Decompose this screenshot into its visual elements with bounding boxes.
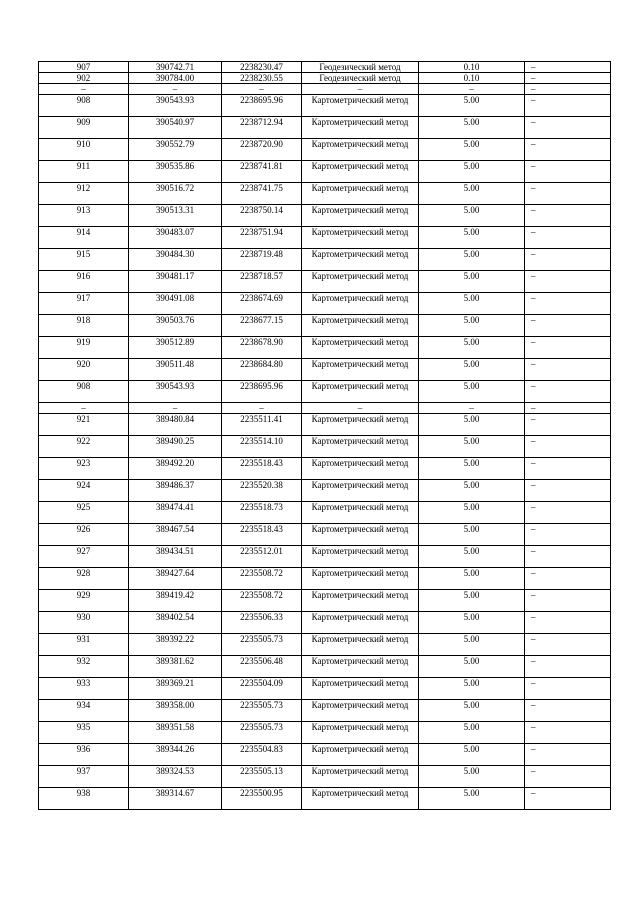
y-coordinate-cell: 2238718.57 xyxy=(222,271,302,293)
point-number-cell: 907 xyxy=(39,62,129,73)
table-row xyxy=(39,117,611,139)
point-number-cell: 923 xyxy=(39,458,129,480)
point-number-cell: 908 xyxy=(39,95,129,117)
method-cell: Геодезический метод xyxy=(302,73,419,84)
method-cell: Картометрический метод xyxy=(302,722,419,744)
description-cell: – xyxy=(525,656,611,678)
accuracy-cell: 5.00 xyxy=(419,337,525,359)
description-cell: – xyxy=(525,205,611,227)
method-cell: Картометрический метод xyxy=(302,381,419,403)
point-number-cell: 917 xyxy=(39,293,129,315)
table-row xyxy=(39,590,611,612)
x-coordinate-cell: 390543.93 xyxy=(129,95,222,117)
method-cell: Картометрический метод xyxy=(302,634,419,656)
x-coordinate-cell: – xyxy=(129,403,222,414)
y-coordinate-cell: 2238674.69 xyxy=(222,293,302,315)
table-row xyxy=(39,161,611,183)
description-cell: – xyxy=(525,590,611,612)
table-row xyxy=(39,656,611,678)
accuracy-cell: 5.00 xyxy=(419,205,525,227)
y-coordinate-cell: 2235512.01 xyxy=(222,546,302,568)
point-number-cell: 912 xyxy=(39,183,129,205)
y-coordinate-cell: 2235505.13 xyxy=(222,766,302,788)
description-cell: – xyxy=(525,337,611,359)
point-number-cell: 930 xyxy=(39,612,129,634)
point-number-cell: 918 xyxy=(39,315,129,337)
description-cell: – xyxy=(525,458,611,480)
y-coordinate-cell: 2238741.81 xyxy=(222,161,302,183)
y-coordinate-cell: 2235508.72 xyxy=(222,568,302,590)
y-coordinate-cell: 2235505.73 xyxy=(222,700,302,722)
method-cell: Картометрический метод xyxy=(302,161,419,183)
x-coordinate-cell: 389434.51 xyxy=(129,546,222,568)
accuracy-cell: 5.00 xyxy=(419,227,525,249)
y-coordinate-cell: – xyxy=(222,84,302,95)
table-row xyxy=(39,700,611,722)
y-coordinate-cell: 2238712.94 xyxy=(222,117,302,139)
y-coordinate-cell: 2235508.72 xyxy=(222,590,302,612)
point-number-cell: – xyxy=(39,84,129,95)
method-cell: Картометрический метод xyxy=(302,590,419,612)
accuracy-cell: 5.00 xyxy=(419,95,525,117)
method-cell: Картометрический метод xyxy=(302,524,419,546)
table-row xyxy=(39,458,611,480)
accuracy-cell: – xyxy=(419,84,525,95)
table-row xyxy=(39,612,611,634)
description-cell: – xyxy=(525,766,611,788)
method-cell: Картометрический метод xyxy=(302,271,419,293)
point-number-cell: 921 xyxy=(39,414,129,436)
y-coordinate-cell: 2235518.73 xyxy=(222,502,302,524)
x-coordinate-cell: 390784.00 xyxy=(129,73,222,84)
y-coordinate-cell: 2235500.95 xyxy=(222,788,302,810)
point-number-cell: 910 xyxy=(39,139,129,161)
x-coordinate-cell: 390491.08 xyxy=(129,293,222,315)
accuracy-cell: 5.00 xyxy=(419,788,525,810)
coordinates-table-body xyxy=(39,62,611,810)
description-cell: – xyxy=(525,227,611,249)
method-cell: – xyxy=(302,403,419,414)
accuracy-cell: 5.00 xyxy=(419,271,525,293)
x-coordinate-cell: 389402.54 xyxy=(129,612,222,634)
x-coordinate-cell: 390481.17 xyxy=(129,271,222,293)
accuracy-cell: 5.00 xyxy=(419,117,525,139)
table-row xyxy=(39,766,611,788)
accuracy-cell: 5.00 xyxy=(419,249,525,271)
description-cell: – xyxy=(525,73,611,84)
x-coordinate-cell: 389492.20 xyxy=(129,458,222,480)
method-cell: Картометрический метод xyxy=(302,788,419,810)
method-cell: Картометрический метод xyxy=(302,678,419,700)
method-cell: Картометрический метод xyxy=(302,458,419,480)
table-row xyxy=(39,62,611,73)
method-cell: – xyxy=(302,84,419,95)
description-cell: – xyxy=(525,95,611,117)
point-number-cell: 915 xyxy=(39,249,129,271)
accuracy-cell: 5.00 xyxy=(419,436,525,458)
x-coordinate-cell: 389480.84 xyxy=(129,414,222,436)
y-coordinate-cell: 2238695.96 xyxy=(222,381,302,403)
description-cell: – xyxy=(525,524,611,546)
x-coordinate-cell: 389490.25 xyxy=(129,436,222,458)
table-row xyxy=(39,73,611,84)
description-cell: – xyxy=(525,62,611,73)
accuracy-cell: 5.00 xyxy=(419,546,525,568)
table-row xyxy=(39,359,611,381)
description-cell: – xyxy=(525,414,611,436)
point-number-cell: 928 xyxy=(39,568,129,590)
accuracy-cell: 0.10 xyxy=(419,62,525,73)
method-cell: Картометрический метод xyxy=(302,480,419,502)
x-coordinate-cell: 389419.42 xyxy=(129,590,222,612)
point-number-cell: 902 xyxy=(39,73,129,84)
x-coordinate-cell: 390483.07 xyxy=(129,227,222,249)
method-cell: Картометрический метод xyxy=(302,436,419,458)
table-row xyxy=(39,634,611,656)
table-row xyxy=(39,403,611,414)
y-coordinate-cell: 2235504.09 xyxy=(222,678,302,700)
accuracy-cell: 5.00 xyxy=(419,458,525,480)
method-cell: Картометрический метод xyxy=(302,315,419,337)
table-row xyxy=(39,84,611,95)
accuracy-cell: 5.00 xyxy=(419,414,525,436)
point-number-cell: 926 xyxy=(39,524,129,546)
description-cell: – xyxy=(525,359,611,381)
description-cell: – xyxy=(525,480,611,502)
accuracy-cell: 5.00 xyxy=(419,766,525,788)
accuracy-cell: 5.00 xyxy=(419,700,525,722)
table-row xyxy=(39,502,611,524)
y-coordinate-cell: 2235511.41 xyxy=(222,414,302,436)
y-coordinate-cell: 2235514.10 xyxy=(222,436,302,458)
table-row xyxy=(39,678,611,700)
description-cell: – xyxy=(525,183,611,205)
point-number-cell: 938 xyxy=(39,788,129,810)
x-coordinate-cell: 389486.37 xyxy=(129,480,222,502)
point-number-cell: 929 xyxy=(39,590,129,612)
x-coordinate-cell: 390512.89 xyxy=(129,337,222,359)
accuracy-cell: 5.00 xyxy=(419,590,525,612)
accuracy-cell: 5.00 xyxy=(419,656,525,678)
method-cell: Картометрический метод xyxy=(302,700,419,722)
point-number-cell: 908 xyxy=(39,381,129,403)
y-coordinate-cell: 2235504.83 xyxy=(222,744,302,766)
y-coordinate-cell: 2235506.33 xyxy=(222,612,302,634)
y-coordinate-cell: 2235518.43 xyxy=(222,524,302,546)
point-number-cell: 933 xyxy=(39,678,129,700)
description-cell: – xyxy=(525,249,611,271)
description-cell: – xyxy=(525,436,611,458)
accuracy-cell: 5.00 xyxy=(419,161,525,183)
y-coordinate-cell: 2235506.48 xyxy=(222,656,302,678)
point-number-cell: 937 xyxy=(39,766,129,788)
description-cell: – xyxy=(525,700,611,722)
point-number-cell: 931 xyxy=(39,634,129,656)
x-coordinate-cell: 389351.58 xyxy=(129,722,222,744)
accuracy-cell: 5.00 xyxy=(419,183,525,205)
description-cell: – xyxy=(525,117,611,139)
x-coordinate-cell: 389427.64 xyxy=(129,568,222,590)
y-coordinate-cell: 2238720.90 xyxy=(222,139,302,161)
table-row xyxy=(39,271,611,293)
point-number-cell: 909 xyxy=(39,117,129,139)
x-coordinate-cell: 389392.22 xyxy=(129,634,222,656)
y-coordinate-cell: 2238719.48 xyxy=(222,249,302,271)
method-cell: Картометрический метод xyxy=(302,139,419,161)
table-row xyxy=(39,293,611,315)
point-number-cell: 936 xyxy=(39,744,129,766)
y-coordinate-cell: 2238677.15 xyxy=(222,315,302,337)
table-row xyxy=(39,183,611,205)
description-cell: – xyxy=(525,678,611,700)
description-cell: – xyxy=(525,568,611,590)
x-coordinate-cell: 389474.41 xyxy=(129,502,222,524)
accuracy-cell: 5.00 xyxy=(419,634,525,656)
accuracy-cell: 5.00 xyxy=(419,139,525,161)
description-cell: – xyxy=(525,293,611,315)
table-row xyxy=(39,436,611,458)
accuracy-cell: 5.00 xyxy=(419,480,525,502)
method-cell: Картометрический метод xyxy=(302,227,419,249)
method-cell: Картометрический метод xyxy=(302,766,419,788)
table-row xyxy=(39,227,611,249)
point-number-cell: 927 xyxy=(39,546,129,568)
point-number-cell: 919 xyxy=(39,337,129,359)
method-cell: Картометрический метод xyxy=(302,546,419,568)
x-coordinate-cell: – xyxy=(129,84,222,95)
accuracy-cell: 5.00 xyxy=(419,568,525,590)
point-number-cell: 913 xyxy=(39,205,129,227)
point-number-cell: 922 xyxy=(39,436,129,458)
table-row xyxy=(39,744,611,766)
table-row xyxy=(39,315,611,337)
y-coordinate-cell: – xyxy=(222,403,302,414)
x-coordinate-cell: 389358.00 xyxy=(129,700,222,722)
x-coordinate-cell: 390535.86 xyxy=(129,161,222,183)
x-coordinate-cell: 389324.53 xyxy=(129,766,222,788)
point-number-cell: 924 xyxy=(39,480,129,502)
accuracy-cell: 0.10 xyxy=(419,73,525,84)
method-cell: Картометрический метод xyxy=(302,117,419,139)
method-cell: Картометрический метод xyxy=(302,502,419,524)
x-coordinate-cell: 390484.30 xyxy=(129,249,222,271)
x-coordinate-cell: 390511.48 xyxy=(129,359,222,381)
description-cell: – xyxy=(525,271,611,293)
coordinates-table xyxy=(38,61,611,810)
description-cell: – xyxy=(525,788,611,810)
table-row xyxy=(39,95,611,117)
y-coordinate-cell: 2235518.43 xyxy=(222,458,302,480)
description-cell: – xyxy=(525,634,611,656)
x-coordinate-cell: 389369.21 xyxy=(129,678,222,700)
x-coordinate-cell: 390503.76 xyxy=(129,315,222,337)
description-cell: – xyxy=(525,381,611,403)
x-coordinate-cell: 389381.62 xyxy=(129,656,222,678)
y-coordinate-cell: 2235505.73 xyxy=(222,634,302,656)
y-coordinate-cell: 2238695.96 xyxy=(222,95,302,117)
point-number-cell: 935 xyxy=(39,722,129,744)
method-cell: Картометрический метод xyxy=(302,95,419,117)
accuracy-cell: 5.00 xyxy=(419,722,525,744)
x-coordinate-cell: 390543.93 xyxy=(129,381,222,403)
accuracy-cell: 5.00 xyxy=(419,678,525,700)
table-row xyxy=(39,381,611,403)
y-coordinate-cell: 2238750.14 xyxy=(222,205,302,227)
table-row xyxy=(39,568,611,590)
method-cell: Картометрический метод xyxy=(302,656,419,678)
accuracy-cell: 5.00 xyxy=(419,293,525,315)
method-cell: Картометрический метод xyxy=(302,205,419,227)
method-cell: Картометрический метод xyxy=(302,568,419,590)
point-number-cell: 911 xyxy=(39,161,129,183)
accuracy-cell: 5.00 xyxy=(419,612,525,634)
method-cell: Картометрический метод xyxy=(302,183,419,205)
table-row xyxy=(39,337,611,359)
table-row xyxy=(39,788,611,810)
point-number-cell: 920 xyxy=(39,359,129,381)
x-coordinate-cell: 390742.71 xyxy=(129,62,222,73)
method-cell: Картометрический метод xyxy=(302,744,419,766)
y-coordinate-cell: 2238230.55 xyxy=(222,73,302,84)
x-coordinate-cell: 389344.26 xyxy=(129,744,222,766)
description-cell: – xyxy=(525,84,611,95)
point-number-cell: 914 xyxy=(39,227,129,249)
y-coordinate-cell: 2238678.90 xyxy=(222,337,302,359)
table-row xyxy=(39,139,611,161)
accuracy-cell: 5.00 xyxy=(419,502,525,524)
x-coordinate-cell: 390516.72 xyxy=(129,183,222,205)
method-cell: Картометрический метод xyxy=(302,293,419,315)
method-cell: Картометрический метод xyxy=(302,359,419,381)
description-cell: – xyxy=(525,161,611,183)
y-coordinate-cell: 2238751.94 xyxy=(222,227,302,249)
x-coordinate-cell: 390540.97 xyxy=(129,117,222,139)
x-coordinate-cell: 390513.31 xyxy=(129,205,222,227)
table-row xyxy=(39,249,611,271)
table-row xyxy=(39,524,611,546)
accuracy-cell: 5.00 xyxy=(419,315,525,337)
description-cell: – xyxy=(525,722,611,744)
accuracy-cell: 5.00 xyxy=(419,524,525,546)
accuracy-cell: 5.00 xyxy=(419,359,525,381)
y-coordinate-cell: 2235520.38 xyxy=(222,480,302,502)
x-coordinate-cell: 390552.79 xyxy=(129,139,222,161)
y-coordinate-cell: 2238741.75 xyxy=(222,183,302,205)
point-number-cell: 934 xyxy=(39,700,129,722)
point-number-cell: 932 xyxy=(39,656,129,678)
description-cell: – xyxy=(525,612,611,634)
description-cell: – xyxy=(525,744,611,766)
method-cell: Картометрический метод xyxy=(302,414,419,436)
x-coordinate-cell: 389314.67 xyxy=(129,788,222,810)
description-cell: – xyxy=(525,139,611,161)
y-coordinate-cell: 2238684.80 xyxy=(222,359,302,381)
y-coordinate-cell: 2238230.47 xyxy=(222,62,302,73)
method-cell: Геодезический метод xyxy=(302,62,419,73)
description-cell: – xyxy=(525,502,611,524)
accuracy-cell: – xyxy=(419,403,525,414)
point-number-cell: 925 xyxy=(39,502,129,524)
table-row xyxy=(39,722,611,744)
accuracy-cell: 5.00 xyxy=(419,381,525,403)
table-row xyxy=(39,546,611,568)
method-cell: Картометрический метод xyxy=(302,612,419,634)
description-cell: – xyxy=(525,546,611,568)
description-cell: – xyxy=(525,315,611,337)
method-cell: Картометрический метод xyxy=(302,249,419,271)
method-cell: Картометрический метод xyxy=(302,337,419,359)
point-number-cell: – xyxy=(39,403,129,414)
y-coordinate-cell: 2235505.73 xyxy=(222,722,302,744)
table-row xyxy=(39,480,611,502)
table-row xyxy=(39,414,611,436)
accuracy-cell: 5.00 xyxy=(419,744,525,766)
table-row xyxy=(39,205,611,227)
description-cell: – xyxy=(525,403,611,414)
point-number-cell: 916 xyxy=(39,271,129,293)
x-coordinate-cell: 389467.54 xyxy=(129,524,222,546)
